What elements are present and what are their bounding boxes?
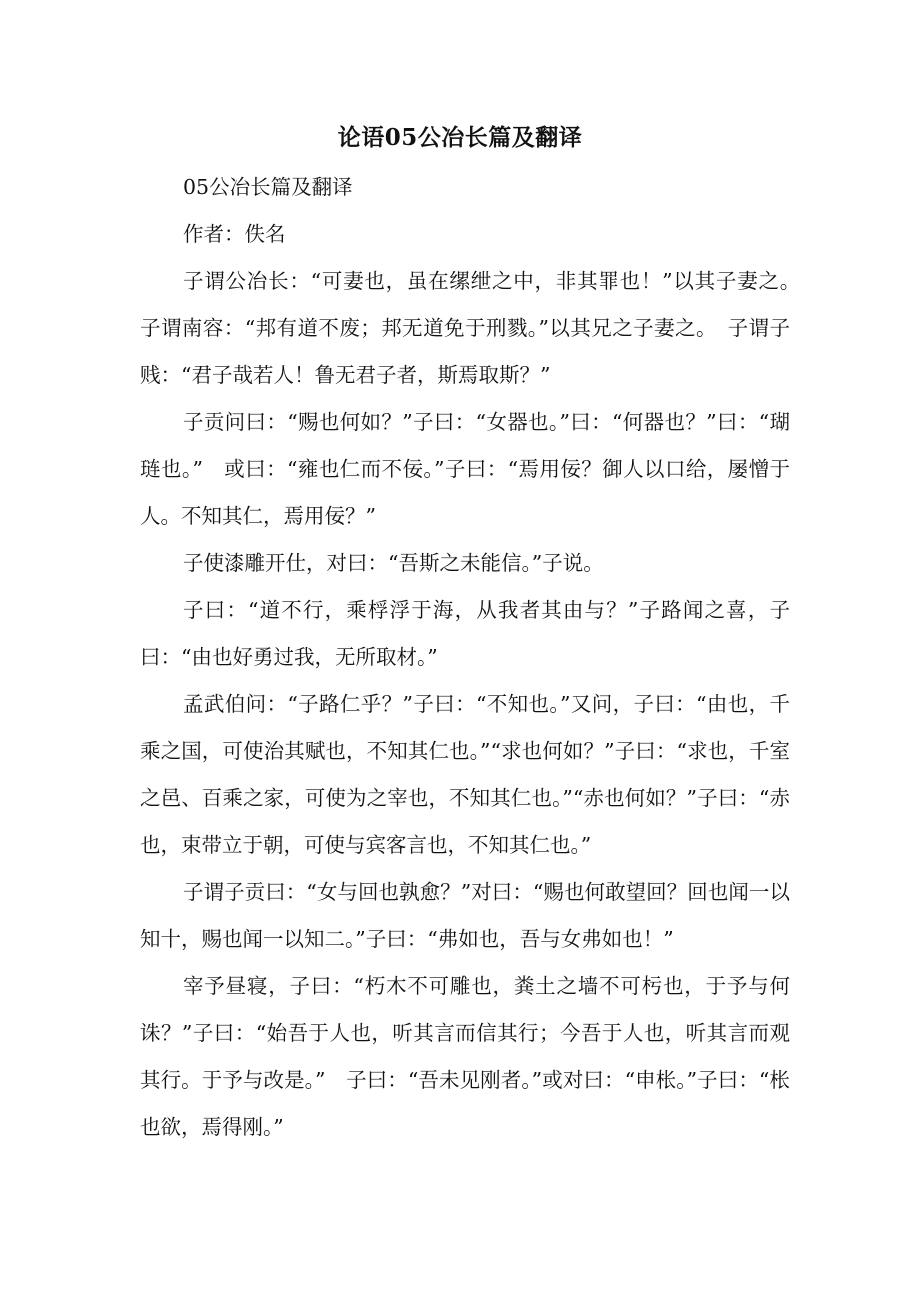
text-paragraph: 孟武伯问：“子路仁乎？”子曰：“不知也。”又问，子曰：“由也，千乘之国，可使治其赋也，不知其仁也。”“求也何如？”子曰：“求也，千室之邑、百乘之家，可使为之宰也，不知其仁也。”“赤也何如？”子曰：“赤也，束带立于朝，可使与宾客言也，不知其仁也。” — [140, 692, 790, 857]
text-paragraph: 子谓公冶长：“可妻也，虽在缧绁之中，非其罪也！”以其子妻之。 子谓南容：“邦有道不废；邦无道免于刑戮。”以其兄之子妻之。 子谓子贱：“君子哉若人！鲁无君子者，斯焉取斯？” — [140, 269, 811, 387]
text-paragraph: 子曰：“道不行，乘桴浮于海，从我者其由与？”子路闻之喜，子曰：“由也好勇过我，无所取材。” — [140, 598, 790, 669]
text-paragraph: 子谓子贡曰：“女与回也孰愈？”对曰：“赐也何敢望回？回也闻一以知十，赐也闻一以知二。”子曰：“弗如也，吾与女弗如也！” — [140, 880, 790, 951]
subtitle-paragraph: 05公冶长篇及翻译 — [183, 175, 353, 199]
document-title: 论语05公冶长篇及翻译 — [337, 124, 583, 151]
text-paragraph: 子贡问曰：“赐也何如？”子曰：“女器也。”曰：“何器也？”曰：“瑚琏也。” 或曰：“雍也仁而不佞。”子曰：“焉用佞？御人以口给，屡憎于人。不知其仁，焉用佞？” — [140, 410, 790, 528]
text-paragraph: 宰予昼寝，子曰：“朽木不可雕也，粪土之墙不可杇也，于予与何诛？”子曰：“始吾于人也，听其言而信其行；今吾于人也，听其言而观其行。于予与改是。” 子曰：“吾未见刚者。”或对曰：“申枨。”子曰：“枨也欲，焉得刚。” — [140, 974, 790, 1139]
author-paragraph: 作者：佚名 — [183, 222, 286, 246]
text-paragraph: 子使漆雕开仕，对曰：“吾斯之未能信。”子说。 — [183, 551, 604, 575]
